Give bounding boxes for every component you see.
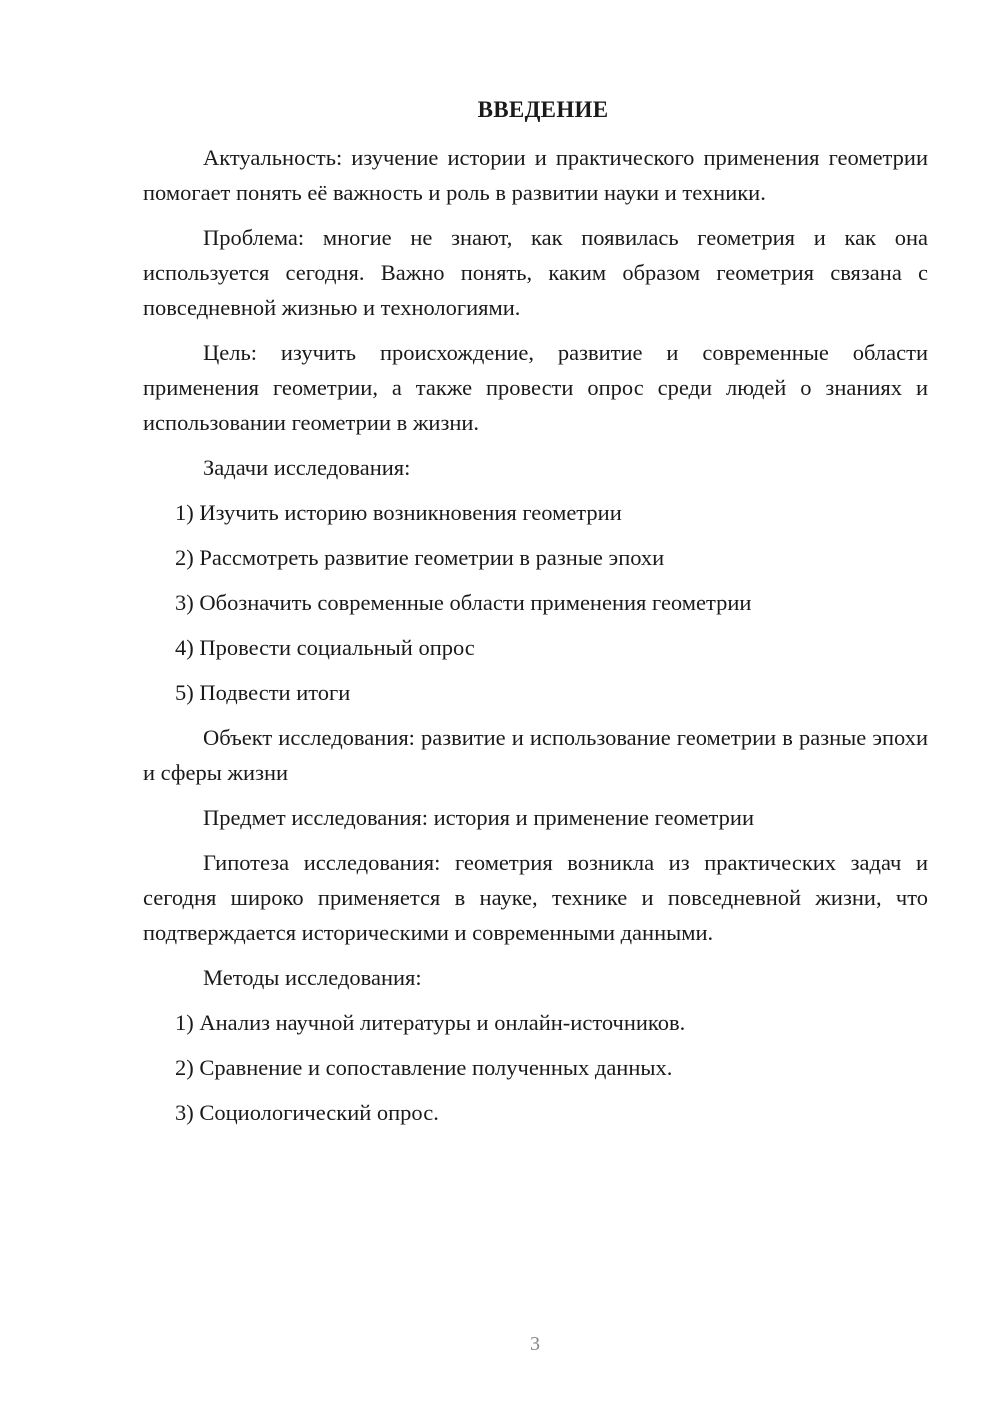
paragraph-subject: Предмет исследования: история и применение геометрии bbox=[203, 805, 754, 830]
tasks-heading: Задачи исследования: bbox=[203, 455, 411, 480]
section-title: ВВЕДЕНИЕ bbox=[477, 97, 609, 122]
task-item: 4) Провести социальный опрос bbox=[175, 635, 475, 660]
paragraph-hypothesis: Гипотеза исследования: геометрия возникла из практических задач и сегодня широко применяется в науке, технике и повседневной жизни, что подтверждается историческими и современными данными. bbox=[143, 850, 928, 945]
method-item: 3) Социологический опрос. bbox=[175, 1100, 439, 1125]
paragraph-relevance: Актуальность: изучение истории и практического применения геометрии помогает понять её важность и роль в развитии науки и техники. bbox=[143, 145, 928, 205]
method-item: 1) Анализ научной литературы и онлайн-источников. bbox=[175, 1010, 686, 1035]
paragraph-goal: Цель: изучить происхождение, развитие и современные области применения геометрии, а также провести опрос среди людей о знаниях и использовании геометрии в жизни. bbox=[143, 340, 928, 435]
page-number: 3 bbox=[530, 1333, 540, 1355]
task-item: 1) Изучить историю возникновения геометрии bbox=[175, 500, 622, 525]
task-item: 5) Подвести итоги bbox=[175, 680, 351, 705]
page-content bbox=[143, 90, 928, 1140]
task-item: 3) Обозначить современные области применения геометрии bbox=[175, 590, 752, 615]
method-item: 2) Сравнение и сопоставление полученных данных. bbox=[175, 1055, 673, 1080]
task-item: 2) Рассмотреть развитие геометрии в разные эпохи bbox=[175, 545, 665, 570]
methods-heading: Методы исследования: bbox=[203, 965, 422, 990]
paragraph-problem: Проблема: многие не знают, как появилась геометрия и как она используется сегодня. Важно понять, каким образом геометрия связана с повседневной жизнью и технологиями. bbox=[143, 225, 928, 320]
paragraph-object: Объект исследования: развитие и использование геометрии в разные эпохи и сферы жизни bbox=[143, 725, 928, 785]
